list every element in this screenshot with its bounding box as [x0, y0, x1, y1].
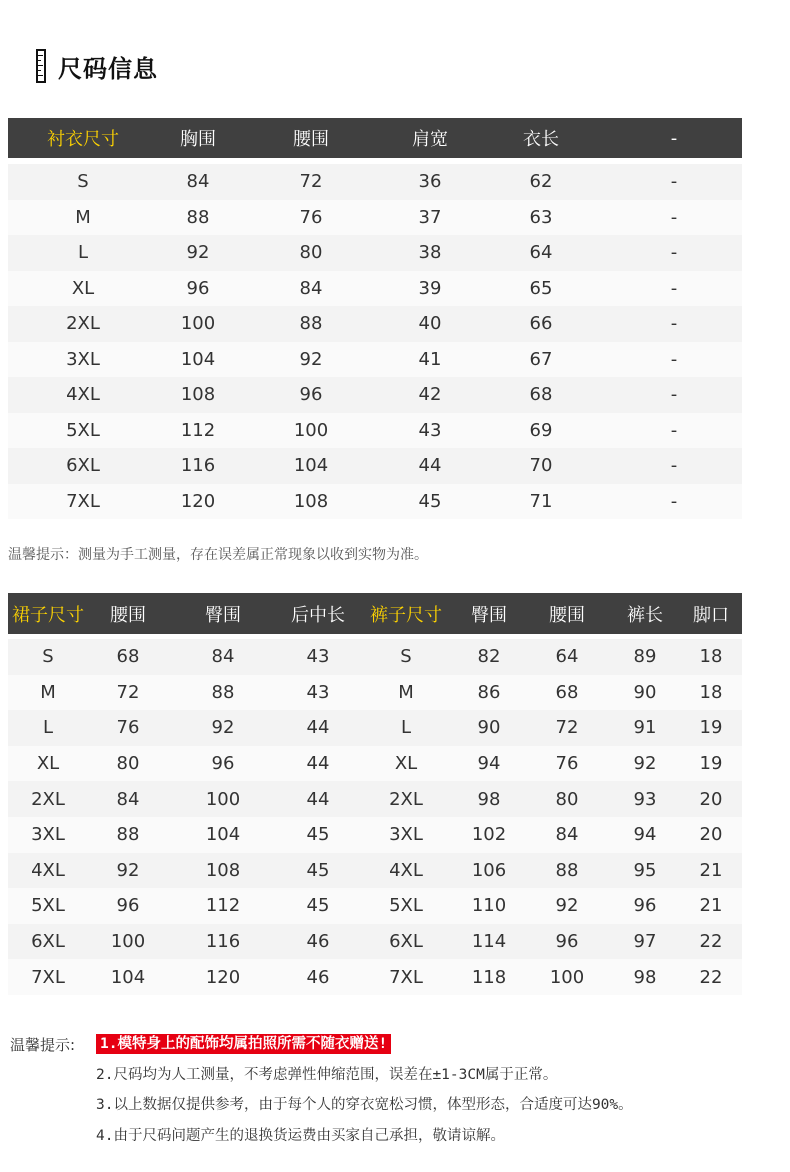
skirt-pants-table-cell: 96	[555, 931, 579, 953]
skirt-pants-table-cell: 46	[306, 966, 330, 988]
skirt-pants-table-cell: 116	[205, 931, 241, 953]
shirt-table-cell: 36	[418, 171, 442, 193]
skirt-header-size: 裙子尺寸	[12, 604, 84, 626]
shirt-table-cell: S	[77, 171, 89, 193]
skirt-pants-table-cell: 5XL	[31, 895, 65, 917]
shirt-table-row	[8, 306, 742, 342]
skirt-pants-table-cell: 104	[205, 824, 241, 846]
skirt-pants-table-cell: 100	[110, 931, 146, 953]
shirt-table-cell: 39	[418, 277, 442, 299]
shirt-table-row	[8, 342, 742, 378]
shirt-header-extra: -	[670, 127, 678, 149]
shirt-table-cell: 7XL	[66, 490, 100, 512]
skirt-pants-table-cell: 7XL	[31, 966, 65, 988]
shirt-table-cell: 104	[180, 348, 216, 370]
skirt-pants-table-cell: 19	[699, 717, 723, 739]
skirt-pants-table-cell: 21	[699, 895, 723, 917]
skirt-pants-table-cell: 72	[116, 681, 140, 703]
skirt-pants-table-cell: 96	[633, 895, 657, 917]
skirt-header-back-length: 后中长	[291, 604, 345, 626]
shirt-table-cell: 43	[418, 419, 442, 441]
shirt-table-cell: 42	[418, 384, 442, 406]
shirt-size-table	[8, 118, 742, 519]
skirt-pants-table-cell: 114	[471, 931, 507, 953]
skirt-pants-table-cell: 100	[205, 788, 241, 810]
skirt-pants-table-cell: 72	[555, 717, 579, 739]
note-item-1-text: 1.模特身上的配饰均属拍照所需不随衣赠送!	[96, 1034, 391, 1054]
skirt-pants-table-cell: M	[398, 681, 414, 703]
skirt-pants-table-cell: 46	[306, 931, 330, 953]
shirt-table-cell: 4XL	[66, 384, 100, 406]
skirt-pants-table-cell: 108	[205, 859, 241, 881]
skirt-pants-table-row	[8, 675, 742, 711]
skirt-pants-table-cell: 68	[555, 681, 579, 703]
shirt-table-cell: -	[670, 242, 678, 264]
skirt-pants-table-cell: 110	[471, 895, 507, 917]
shirt-table-cell: 120	[180, 490, 216, 512]
skirt-pants-table-cell: 102	[471, 824, 507, 846]
skirt-header-waist: 腰围	[110, 604, 146, 626]
skirt-pants-table-cell: 20	[699, 788, 723, 810]
skirt-pants-table-cell: 18	[699, 646, 723, 668]
shirt-table-cell: 41	[418, 348, 442, 370]
note-item-4: 4.由于尺码问题产生的退换货运费由买家自己承担，敬请谅解。	[96, 1128, 505, 1144]
shirt-header-size: 衬衣尺寸	[47, 129, 119, 150]
skirt-pants-table-row	[8, 924, 742, 960]
note-item-3: 3.以上数据仅提供参考，由于每个人的穿衣宽松习惯，体型形态，合适度可达90%。	[96, 1097, 633, 1113]
shirt-table-cell: 63	[529, 206, 553, 228]
shirt-table-row	[8, 413, 742, 449]
pants-header-size: 裤子尺寸	[370, 604, 442, 626]
skirt-pants-table-row	[8, 639, 742, 675]
skirt-pants-table-cell: 89	[633, 646, 657, 668]
shirt-table-cell: -	[670, 206, 678, 228]
skirt-pants-table-cell: 7XL	[389, 966, 423, 988]
skirt-pants-table-cell: 44	[306, 788, 330, 810]
shirt-table-cell: 72	[299, 171, 323, 193]
skirt-pants-table-cell: L	[400, 717, 412, 739]
skirt-pants-table-cell: 98	[633, 966, 657, 988]
shirt-table-cell: 5XL	[66, 419, 100, 441]
skirt-pants-table-cell: 91	[633, 717, 657, 739]
skirt-table-header	[8, 593, 742, 634]
shirt-table-cell: 92	[186, 242, 210, 264]
skirt-pants-table-cell: 106	[471, 859, 507, 881]
measurement-tip: 温馨提示：测量为手工测量，存在误差属正常现象以收到实物为准。	[8, 547, 428, 563]
shirt-header-waist: 腰围	[293, 129, 329, 150]
skirt-pants-table-cell: 88	[116, 824, 140, 846]
shirt-table-row	[8, 271, 742, 307]
skirt-pants-table-cell: 6XL	[31, 931, 65, 953]
shirt-table-cell: 96	[186, 277, 210, 299]
skirt-pants-table-cell: 22	[699, 966, 723, 988]
shirt-table-cell: 92	[299, 348, 323, 370]
skirt-pants-table-cell: 96	[116, 895, 140, 917]
shirt-table-cell: 71	[529, 490, 553, 512]
page-title: 尺码信息	[58, 54, 158, 83]
skirt-pants-table-cell: XL	[36, 753, 60, 775]
pants-header-hip: 臀围	[471, 604, 507, 626]
shirt-table-cell: 70	[529, 455, 553, 477]
shirt-table-cell: 88	[186, 206, 210, 228]
shirt-table-cell: 38	[418, 242, 442, 264]
skirt-pants-table-cell: 44	[306, 717, 330, 739]
shirt-table-cell: 108	[180, 384, 216, 406]
shirt-table-cell: -	[670, 490, 678, 512]
notes-label: 温馨提示:	[10, 1036, 76, 1054]
shirt-table-cell: 66	[529, 313, 553, 335]
shirt-table-cell: -	[670, 348, 678, 370]
shirt-table-cell: 84	[186, 171, 210, 193]
skirt-pants-table-row	[8, 853, 742, 889]
shirt-table-cell: 88	[299, 313, 323, 335]
shirt-table-row	[8, 164, 742, 200]
skirt-pants-table-cell: 92	[555, 895, 579, 917]
shirt-table-cell: 6XL	[66, 455, 100, 477]
skirt-pants-table-cell: 97	[633, 931, 657, 953]
skirt-pants-table-cell: 43	[306, 646, 330, 668]
skirt-pants-table-cell: 84	[211, 646, 235, 668]
skirt-pants-table-cell: 4XL	[389, 859, 423, 881]
shirt-table-cell: -	[670, 384, 678, 406]
shirt-table-cell: 76	[299, 206, 323, 228]
skirt-pants-table-cell: 80	[116, 753, 140, 775]
skirt-pants-table-cell: 112	[205, 895, 241, 917]
skirt-pants-table-cell: 76	[555, 753, 579, 775]
skirt-pants-table-cell: 98	[477, 788, 501, 810]
shirt-table-cell: 2XL	[66, 313, 100, 335]
note-item-1	[96, 1032, 391, 1053]
shirt-table-cell: 64	[529, 242, 553, 264]
skirt-pants-table-cell: 90	[633, 681, 657, 703]
skirt-pants-table-row	[8, 817, 742, 853]
skirt-pants-table-cell: 84	[555, 824, 579, 846]
shirt-table-cell: -	[670, 455, 678, 477]
skirt-pants-table-cell: 76	[116, 717, 140, 739]
skirt-pants-table-cell: 88	[211, 681, 235, 703]
shirt-table-cell: 40	[418, 313, 442, 335]
shirt-table-cell: 80	[299, 242, 323, 264]
shirt-table-cell: 65	[529, 277, 553, 299]
skirt-pants-table-cell: L	[42, 717, 54, 739]
shirt-header-chest: 胸围	[180, 129, 216, 150]
shirt-table-cell: 104	[293, 455, 329, 477]
shirt-table-header	[8, 118, 742, 158]
note-item-2: 2.尺码均为人工测量，不考虑弹性伸缩范围，误差在±1-3CM属于正常。	[96, 1067, 558, 1083]
skirt-pants-table-cell: 94	[633, 824, 657, 846]
skirt-pants-table-row	[8, 888, 742, 924]
skirt-pants-table-cell: 84	[116, 788, 140, 810]
skirt-pants-table-cell: 45	[306, 824, 330, 846]
pants-header-length: 裤长	[627, 604, 663, 626]
shirt-table-cell: 96	[299, 384, 323, 406]
skirt-pants-table-cell: 82	[477, 646, 501, 668]
skirt-pants-table-cell: 64	[555, 646, 579, 668]
skirt-pants-table-cell: 43	[306, 681, 330, 703]
pants-header-waist: 腰围	[549, 604, 585, 626]
page-title-block	[36, 46, 158, 86]
skirt-pants-table-cell: 86	[477, 681, 501, 703]
shirt-table-cell: 45	[418, 490, 442, 512]
shirt-table-cell: 108	[293, 490, 329, 512]
skirt-pants-table-cell: 6XL	[389, 931, 423, 953]
skirt-pants-table-row	[8, 710, 742, 746]
skirt-header-hip: 臀围	[205, 604, 241, 626]
skirt-pants-table-cell: 44	[306, 753, 330, 775]
shirt-table-cell: 112	[180, 419, 216, 441]
shirt-table-cell: 100	[180, 313, 216, 335]
skirt-pants-table-cell: 120	[205, 966, 241, 988]
skirt-pants-table-cell: 45	[306, 895, 330, 917]
shirt-header-shoulder: 肩宽	[412, 129, 448, 150]
shirt-table-cell: 62	[529, 171, 553, 193]
skirt-pants-table-cell: 92	[116, 859, 140, 881]
skirt-pants-table-cell: 95	[633, 859, 657, 881]
shirt-table-cell: M	[75, 206, 91, 228]
shirt-table-cell: 3XL	[66, 348, 100, 370]
skirt-pants-table-cell: 22	[699, 931, 723, 953]
shirt-table-cell: -	[670, 419, 678, 441]
skirt-pants-table-cell: 3XL	[389, 824, 423, 846]
skirt-pants-table-cell: 21	[699, 859, 723, 881]
shirt-table-row	[8, 484, 742, 520]
skirt-pants-table-cell: 100	[549, 966, 585, 988]
skirt-pants-table-cell: 88	[555, 859, 579, 881]
shirt-table-cell: 116	[180, 455, 216, 477]
skirt-pants-table-cell: 4XL	[31, 859, 65, 881]
pants-header-hem: 脚口	[693, 604, 729, 626]
skirt-pants-table-cell: 118	[471, 966, 507, 988]
shirt-table-cell: -	[670, 313, 678, 335]
skirt-pants-table-cell: 68	[116, 646, 140, 668]
shirt-table-cell: -	[670, 171, 678, 193]
shirt-table-cell: XL	[71, 277, 95, 299]
skirt-pants-size-table	[8, 593, 742, 995]
shirt-table-cell: 69	[529, 419, 553, 441]
skirt-pants-table-cell: 5XL	[389, 895, 423, 917]
skirt-pants-table-cell: 92	[211, 717, 235, 739]
skirt-pants-table-cell: S	[42, 646, 54, 668]
skirt-pants-table-cell: 19	[699, 753, 723, 775]
skirt-pants-table-cell: 93	[633, 788, 657, 810]
shirt-table-cell: -	[670, 277, 678, 299]
shirt-table-cell: L	[77, 242, 89, 264]
skirt-pants-table-cell: 18	[699, 681, 723, 703]
shirt-table-cell: 100	[293, 419, 329, 441]
shirt-table-row	[8, 200, 742, 236]
skirt-pants-table-cell: 94	[477, 753, 501, 775]
shirt-table-row	[8, 377, 742, 413]
skirt-pants-table-cell: 2XL	[31, 788, 65, 810]
skirt-pants-table-row	[8, 959, 742, 995]
skirt-pants-table-cell: 104	[110, 966, 146, 988]
ruler-icon	[36, 49, 46, 83]
skirt-pants-table-cell: 2XL	[389, 788, 423, 810]
skirt-pants-table-row	[8, 781, 742, 817]
shirt-table-cell: 44	[418, 455, 442, 477]
skirt-pants-table-cell: S	[400, 646, 412, 668]
skirt-pants-table-cell: 3XL	[31, 824, 65, 846]
shirt-table-cell: 37	[418, 206, 442, 228]
skirt-pants-table-cell: M	[40, 681, 56, 703]
shirt-header-length: 衣长	[523, 129, 559, 150]
skirt-pants-table-row	[8, 746, 742, 782]
skirt-pants-table-cell: XL	[394, 753, 418, 775]
skirt-pants-table-cell: 45	[306, 859, 330, 881]
shirt-table-cell: 67	[529, 348, 553, 370]
skirt-pants-table-cell: 96	[211, 753, 235, 775]
skirt-pants-table-cell: 80	[555, 788, 579, 810]
skirt-pants-table-cell: 92	[633, 753, 657, 775]
shirt-table-cell: 68	[529, 384, 553, 406]
shirt-table-cell: 84	[299, 277, 323, 299]
shirt-table-row	[8, 235, 742, 271]
shirt-table-row	[8, 448, 742, 484]
skirt-pants-table-cell: 20	[699, 824, 723, 846]
skirt-pants-table-cell: 90	[477, 717, 501, 739]
